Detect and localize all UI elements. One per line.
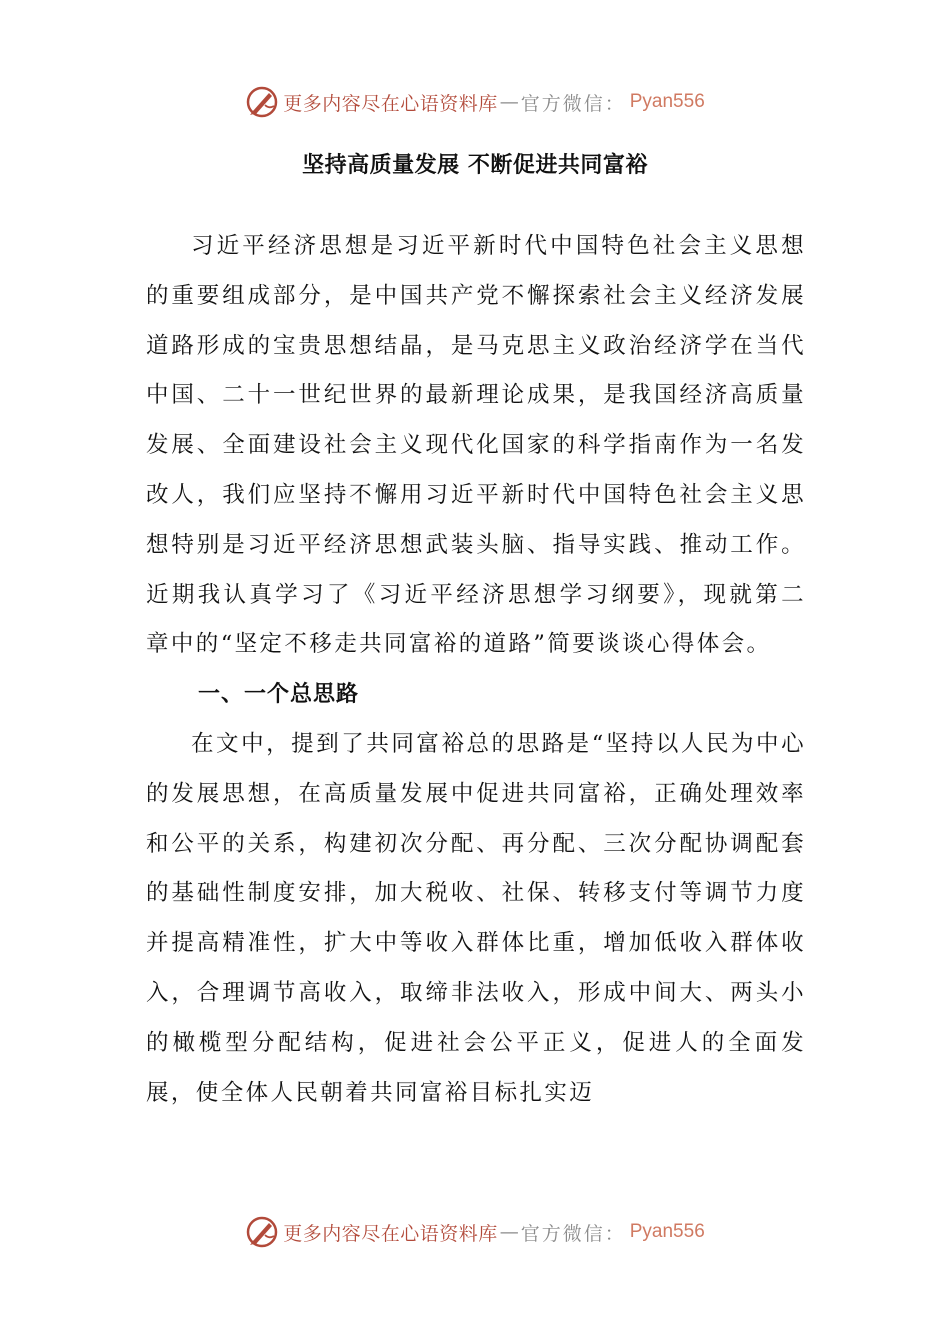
watermark-dash: — [499, 91, 519, 113]
watermark-site-text: 更多内容尽在心语资料库 [283, 92, 498, 115]
watermark-site-text: 更多内容尽在心语资料库 [283, 1222, 498, 1245]
watermark-wechat-id: Pyan556 [629, 91, 705, 112]
watermark-dash: — [499, 1221, 519, 1243]
watermark-wechat-label: 官方微信： [520, 1222, 626, 1245]
footer-watermark [0, 1212, 950, 1252]
pen-logo-icon [245, 85, 279, 119]
intro-paragraph: 习近平经济思想是习近平新时代中国特色社会主义思想的重要组成部分，是中国共产党不懈探索社会主义经济发展道路形成的宝贵思想结晶，是马克思主义政治经济学在当代中国、二十一世纪世界的最新理论成果，是我国经济高质量发展、全面建设社会主义现代化国家的科学指南作为一名发改人，我们应坚持不懈用习近平新时代中国特色社会主义思想特别是习近平经济思想武装头脑、指导实践、推动工作。近期我认真学习了《习近平经济思想学习纲要》，现就第二章中的“坚定不移走共同富裕的道路”简要谈谈心得体会。 [146, 233, 806, 658]
pen-logo-icon [245, 1215, 279, 1249]
header-watermark [0, 82, 950, 122]
watermark-wechat-label: 官方微信： [520, 92, 626, 115]
watermark-wechat-id: Pyan556 [629, 1221, 705, 1242]
page-title: 坚持高质量发展 不断促进共同富裕 [302, 153, 648, 178]
section-heading: 一、一个总思路 [198, 682, 360, 708]
section-paragraph: 在文中，提到了共同富裕总的思路是“坚持以人民为中心的发展思想，在高质量发展中促进共同富裕，正确处理效率和公平的关系，构建初次分配、再分配、三次分配协调配套的基础性制度安排，加大税收、社保、转移支付等调节力度并提高精准性，扩大中等收入群体比重，增加低收入群体收入，合理调节高收入，取缔非法收入，形成中间大、两头小的橄榄型分配结构，促进社会公平正义，促进人的全面发展，使全体人民朝着共同富裕目标扎实迈 [146, 730, 806, 1106]
document-body [146, 222, 806, 1118]
